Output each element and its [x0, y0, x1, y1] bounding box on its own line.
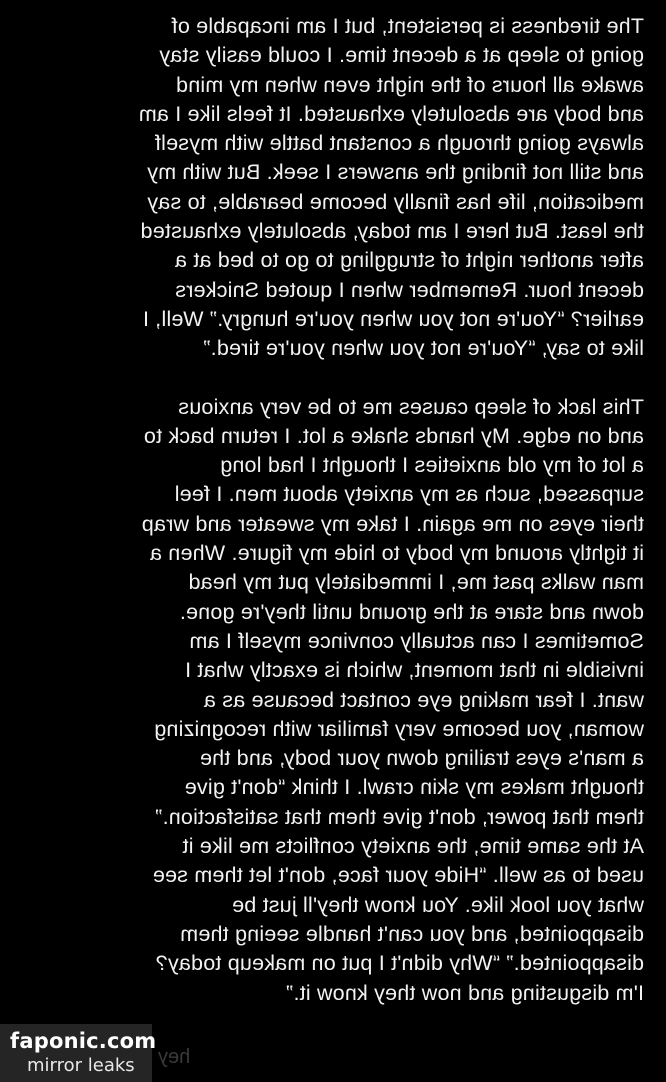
text-line: disappointed.” “Why didn't I put on makeup today?	[155, 951, 644, 976]
text-line: At the same time, the anxiety conflicts me like it	[182, 834, 644, 859]
text-line: awake all hours of the night even when my mind	[175, 72, 644, 97]
text-line: invisible in that moment, which is exactly what I	[184, 658, 644, 683]
text-line: them that power, don't give them that satisfaction.”	[155, 804, 644, 829]
mirrored-text-block	[40, 12, 644, 1008]
text-line: I'm disgusting and now they know it.”	[285, 980, 644, 1005]
watermark-caption: mirror leaks	[27, 1055, 135, 1076]
text-line: earlier? “You're not you when you're hungry.” Well, I	[142, 306, 644, 331]
paragraph	[40, 393, 644, 1008]
text-line: and body are absolutely exhausted. It feels like I am	[138, 101, 644, 126]
text-line: and still not finding the answers I seek. But with my	[147, 160, 644, 185]
text-line: their eyes on me again. I take my sweater and wrap	[141, 511, 644, 536]
text-line: disappointed, and you can't handle seeing them	[180, 921, 644, 946]
text-line: The tiredness is persistent, but I am incapable of	[171, 14, 644, 38]
text-line: Sometimes I can actually convince myself I am	[189, 628, 644, 653]
text-line: the least. But here I am today, absolutely exhausted	[140, 219, 644, 244]
text-line: going to sleep at a decent time. I could easily stay	[159, 43, 644, 68]
text-line: a lot of my old anxieties I thought I had long	[220, 453, 644, 478]
text-line: want. I fear making eye contact because as a	[203, 687, 644, 712]
text-line: surpassed, such as my anxiety about men. I feel	[174, 482, 644, 507]
text-line: down and stare at the ground until they're gone.	[179, 599, 644, 624]
text-line: thought makes my skin crawl. I think “don't give	[184, 775, 644, 800]
text-line: a man's eyes trailing down your body, and the	[199, 746, 644, 771]
paragraph	[40, 12, 644, 364]
text-line: man walks past me, I immediately put my head	[188, 570, 644, 595]
text-line: like to say, “You're not you when you're tired.”	[203, 336, 644, 361]
text-line: used to as well. “Hide your face, don't let them see	[152, 863, 644, 888]
text-line: it tightly around my body to hide my figure. When a	[149, 541, 644, 566]
text-line: decent hour. Remember when I quoted Snickers	[175, 277, 644, 302]
text-line: after another night of struggling to go to bed at a	[174, 248, 644, 273]
text-line: medication, life has finally become bearable, to say	[147, 189, 644, 214]
watermark-site: faponic.com	[10, 1029, 157, 1053]
text-line: always going through a constant battle with myself	[154, 131, 644, 156]
watermark	[0, 1024, 157, 1082]
text-line: woman, you become very familiar with recognizing	[154, 716, 644, 741]
ghost-text: hey	[158, 1046, 191, 1068]
text-line: This lack of sleep causes me to be very anxious	[178, 394, 644, 419]
text-line: what you look like. You know they'll just be	[231, 892, 644, 917]
text-line: and on edge. My hands shake a lot. I return back to	[143, 423, 644, 448]
